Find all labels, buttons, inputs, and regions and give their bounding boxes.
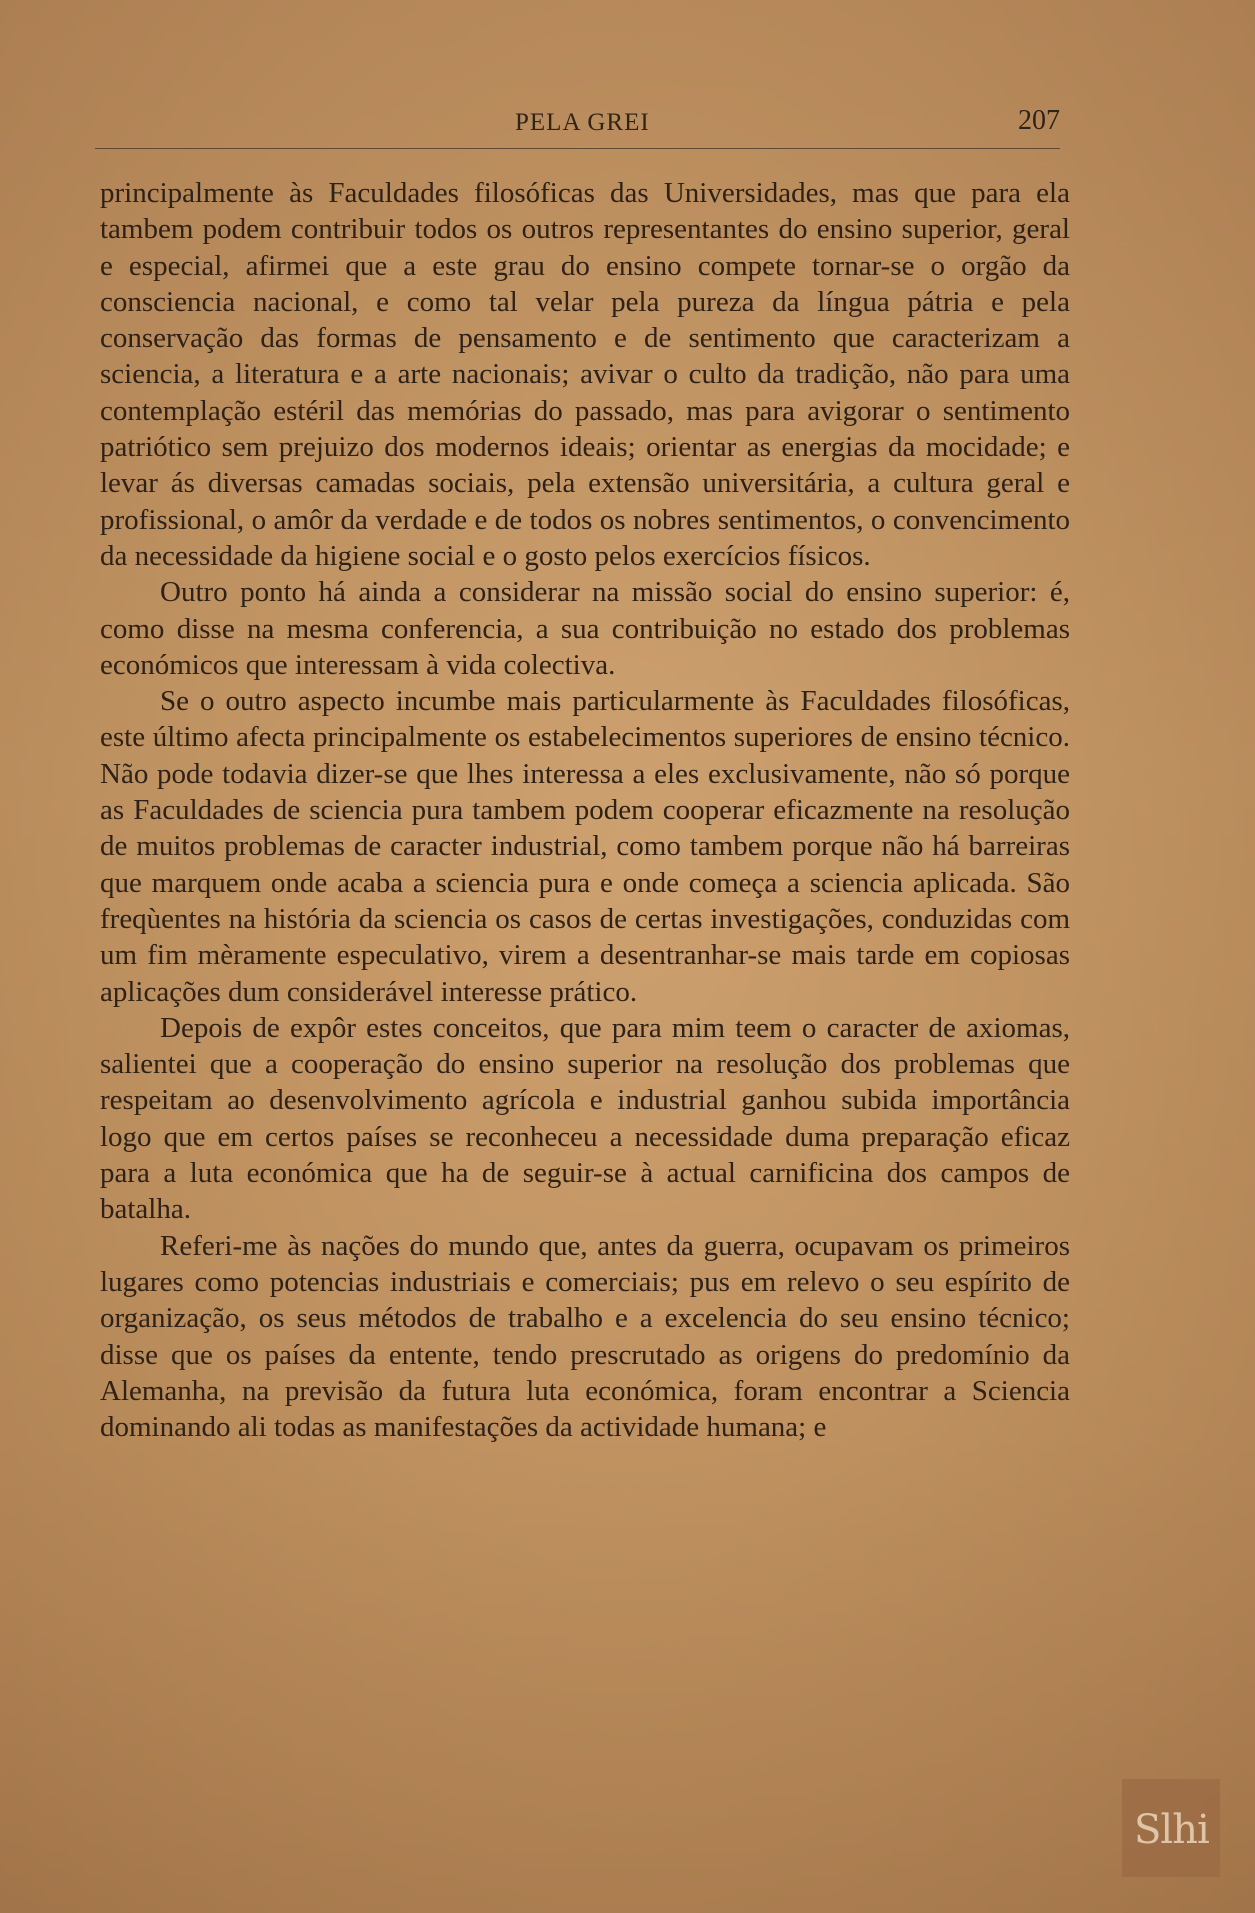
library-stamp-logo bbox=[1122, 1779, 1220, 1877]
page-number: 207 bbox=[1018, 105, 1060, 136]
header-rule bbox=[95, 148, 1060, 149]
stamp-text: Slhi bbox=[1134, 1807, 1209, 1853]
paragraph: Referi-me às nações do mundo que, antes da guerra, ocupavam os primeiros lugares como potencias industriais e comerciais; pus em relevo o seu espírito de organização, os seus métodos de trabalho e a excelencia do seu ensino técnico; disse que os países da entente, tendo prescrutado as origens do predomínio da Alemanha, na previsão da futura luta económica, foram encontrar a Sciencia dominando ali todas as manifestações da actividade humana; e bbox=[100, 1229, 1070, 1444]
paragraph: principalmente às Faculdades filosóficas das Universidades, mas que para ela tambem podem contribuir todos os outros representantes do ensino superior, geral e especial, afirmei que a este grau do ensino compete tornar-se o orgão da consciencia nacional, e como tal velar pela pureza da língua pátria e pela conservação das formas de pensamento e de sentimento que caracterizam a sciencia, a literatura e a arte nacionais; avivar o culto da tradição, não para uma contemplação estéril das memórias do passado, mas para avigorar o sentimento patriótico sem prejuizo dos modernos ideais; orientar as energias da mocidade; e levar ás diversas camadas sociais, pela extensão universitária, a cultura geral e profissional, o amôr da verdade e de todos os nobres sentimentos, o convencimento da necessidade da higiene social e o gosto pelos exercícios físicos. bbox=[100, 177, 1070, 572]
running-title: PELA GREI bbox=[515, 109, 650, 136]
paragraph: Depois de expôr estes conceitos, que para mim teem o caracter de axiomas, salientei que a cooperação do ensino superior na resolução dos problemas que respeitam ao desenvolvimento agrícola e industrial ganhou subida importância logo que em certos países se reconheceu a necessidade duma preparação eficaz para a luta económica que ha de seguir-se à actual carnificina dos campos de batalha. bbox=[100, 1011, 1070, 1226]
page-header bbox=[95, 103, 1060, 143]
body-text bbox=[100, 175, 1070, 1445]
paragraph: Se o outro aspecto incumbe mais particularmente às Faculdades filosóficas, este último afecta principalmente os estabelecimentos superiores de ensino técnico. Não pode todavia dizer-se que lhes interessa a eles exclusivamente, não só porque as Faculdades de sciencia pura tambem podem cooperar eficazmente na resolução de muitos problemas de caracter industrial, como tambem porque não há barreiras que marquem onde acaba a sciencia pura e onde começa a sciencia aplicada. São freqùentes na história da sciencia os casos de certas investigações, conduzidas com um fim mèramente especulativo, virem a desentranhar-se mais tarde em copiosas aplicações dum considerável interesse prático. bbox=[100, 685, 1070, 1008]
paragraph: Outro ponto há ainda a considerar na missão social do ensino superior: é, como disse na mesma conferencia, a sua contribuição no estado dos problemas económicos que interessam à vida colectiva. bbox=[100, 576, 1070, 681]
